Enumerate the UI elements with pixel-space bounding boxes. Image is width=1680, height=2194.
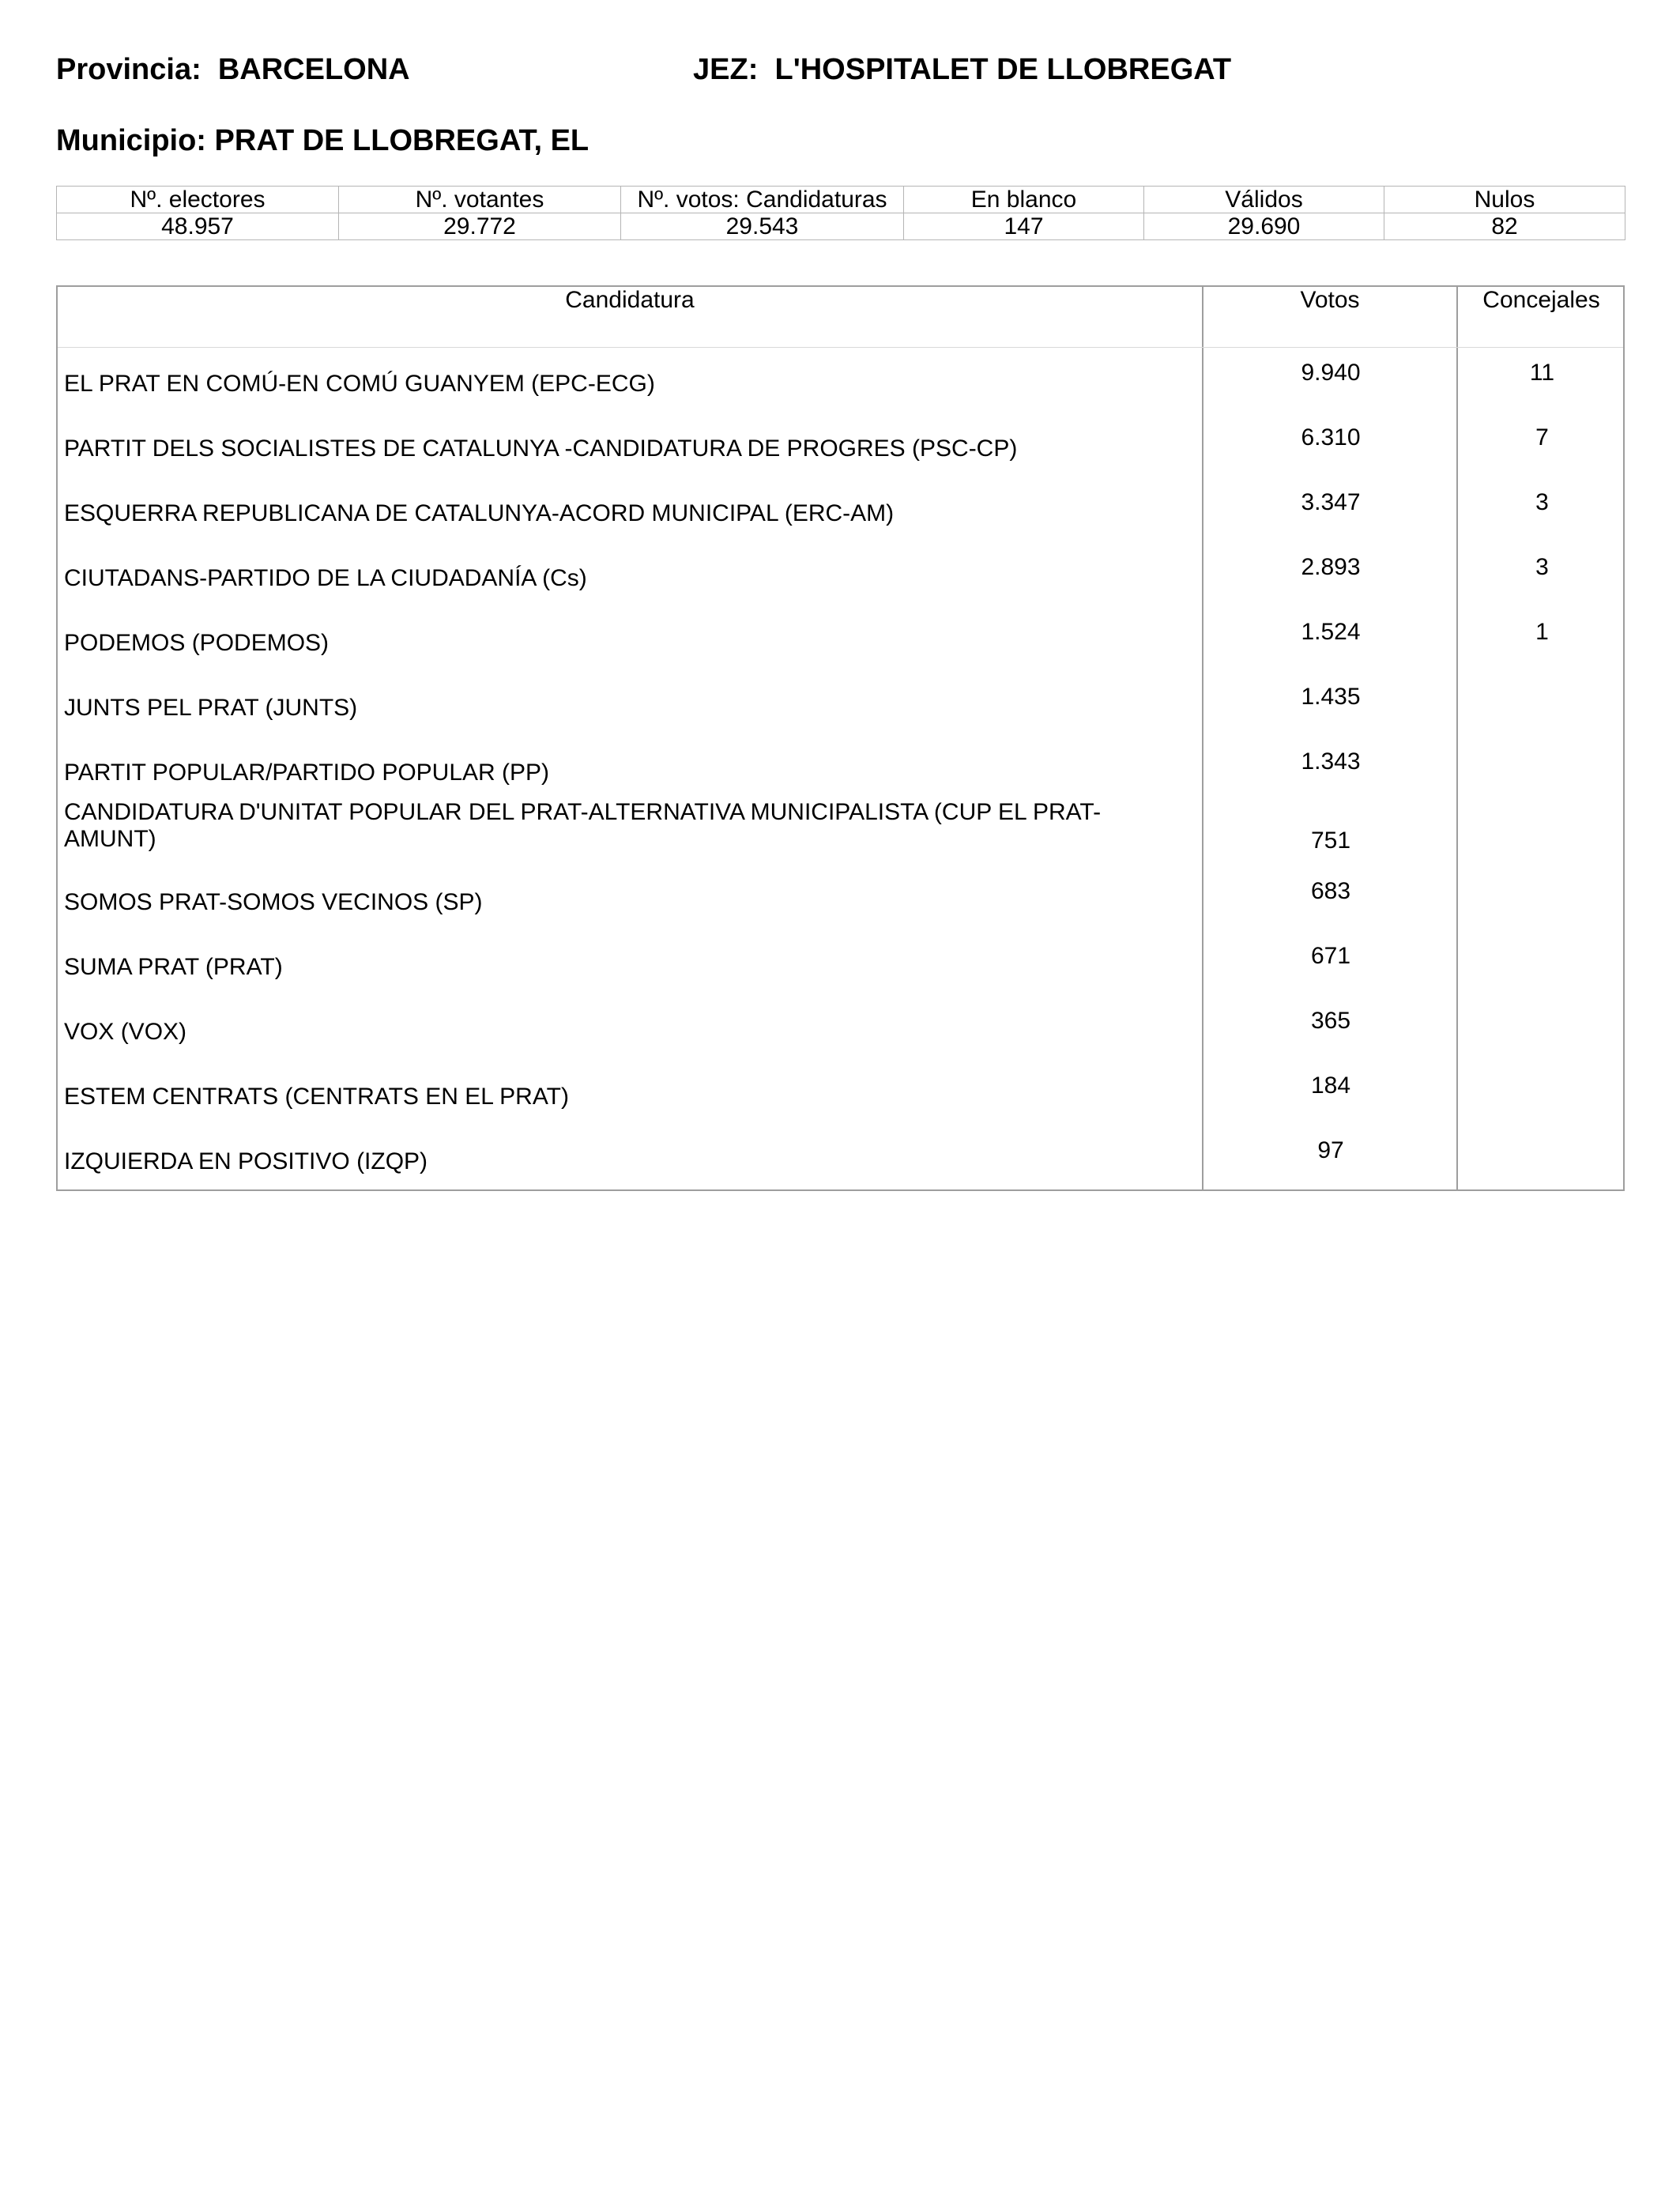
votos-value: 3.347 (1301, 489, 1361, 515)
summary-header-cell: Válidos (1144, 187, 1384, 213)
votos-value: 683 (1310, 878, 1351, 904)
candidatura-name: CIUTADANS-PARTIDO DE LA CIUDADANÍA (Cs) (64, 565, 587, 591)
table-row (58, 922, 1623, 987)
summary-value-cell: 29.772 (339, 213, 621, 240)
votos-value: 1.343 (1301, 748, 1361, 775)
candidatura-name: ESTEM CENTRATS (CENTRATS EN EL PRAT) (64, 1084, 569, 1110)
candidatura-name: PARTIT DELS SOCIALISTES DE CATALUNYA -CANDIDATURA DE PROGRES (PSC-CP) (64, 435, 1018, 462)
table-row (58, 598, 1623, 663)
summary-value-row (57, 213, 1625, 240)
header-concejales: Concejales (1482, 287, 1600, 313)
candidatura-name: IZQUIERDA EN POSITIVO (IZQP) (64, 1148, 428, 1174)
jez-heading (693, 52, 1231, 87)
table-row (58, 858, 1623, 922)
provincia-value: BARCELONA (217, 53, 410, 86)
header-candidatura: Candidatura (565, 287, 695, 313)
candidatura-name: JUNTS PEL PRAT (JUNTS) (64, 695, 358, 721)
summary-header-row (57, 187, 1625, 213)
table-row (58, 987, 1623, 1052)
votos-value: 1.435 (1301, 684, 1361, 710)
jez-value: L'HOSPITALET DE LLOBREGAT (774, 53, 1232, 86)
table-row (58, 1117, 1623, 1182)
provincia-label: Provincia: (56, 53, 202, 86)
table-row (58, 663, 1623, 728)
provincia-heading (56, 52, 410, 87)
summary-table (56, 186, 1625, 240)
municipio-value: PRAT DE LLOBREGAT, EL (214, 124, 590, 157)
votos-value: 184 (1310, 1072, 1351, 1099)
header-votos: Votos (1300, 287, 1360, 313)
candidatura-name: PODEMOS (PODEMOS) (64, 630, 330, 656)
votos-value: 6.310 (1301, 424, 1361, 450)
table-row (58, 793, 1623, 858)
concejales-value: 7 (1535, 424, 1549, 450)
votos-value: 671 (1310, 943, 1351, 969)
candidatura-name: ESQUERRA REPUBLICANA DE CATALUNYA-ACORD MUNICIPAL (ERC-AM) (64, 500, 895, 526)
candidatura-name: VOX (VOX) (64, 1019, 187, 1045)
summary-header-cell: Nº. votos: Candidaturas (621, 187, 904, 213)
candidatura-name: SUMA PRAT (PRAT) (64, 954, 283, 980)
table-row (58, 1052, 1623, 1117)
candidatura-name: CANDIDATURA D'UNITAT POPULAR DEL PRAT-ALTERNATIVA MUNICIPALISTA (CUP EL PRAT-AMUNT) (64, 799, 1102, 852)
votos-value: 97 (1317, 1137, 1344, 1163)
votos-value: 2.893 (1301, 554, 1361, 580)
table-row (58, 469, 1623, 533)
concejales-value: 1 (1535, 619, 1549, 645)
votos-value: 365 (1310, 1008, 1351, 1034)
candidatura-name: PARTIT POPULAR/PARTIDO POPULAR (PP) (64, 760, 550, 786)
candidatura-name: EL PRAT EN COMÚ-EN COMÚ GUANYEM (EPC-ECG) (64, 371, 655, 397)
candidatura-name: SOMOS PRAT-SOMOS VECINOS (SP) (64, 889, 483, 915)
concejales-value: 3 (1535, 554, 1549, 580)
summary-header-cell: Nº. votantes (339, 187, 621, 213)
summary-header-cell: Nº. electores (57, 187, 339, 213)
table-row (58, 339, 1623, 404)
summary-value-cell: 82 (1384, 213, 1625, 240)
table-row (58, 404, 1623, 469)
votos-value: 1.524 (1301, 619, 1361, 645)
concejales-value: 3 (1535, 489, 1549, 515)
jez-label: JEZ: (693, 53, 759, 86)
concejales-value: 11 (1529, 360, 1555, 386)
votos-value: 9.940 (1301, 360, 1361, 386)
summary-value-cell: 48.957 (57, 213, 339, 240)
table-row (58, 533, 1623, 598)
results-table (56, 285, 1625, 1191)
votos-value: 751 (1310, 827, 1351, 854)
municipio-heading (56, 123, 589, 158)
summary-value-cell: 29.690 (1144, 213, 1384, 240)
summary-value-cell: 147 (904, 213, 1144, 240)
summary-value-cell: 29.543 (621, 213, 904, 240)
summary-header-cell: En blanco (904, 187, 1144, 213)
table-row (58, 728, 1623, 793)
summary-header-cell: Nulos (1384, 187, 1625, 213)
municipio-label: Municipio: (56, 124, 206, 157)
